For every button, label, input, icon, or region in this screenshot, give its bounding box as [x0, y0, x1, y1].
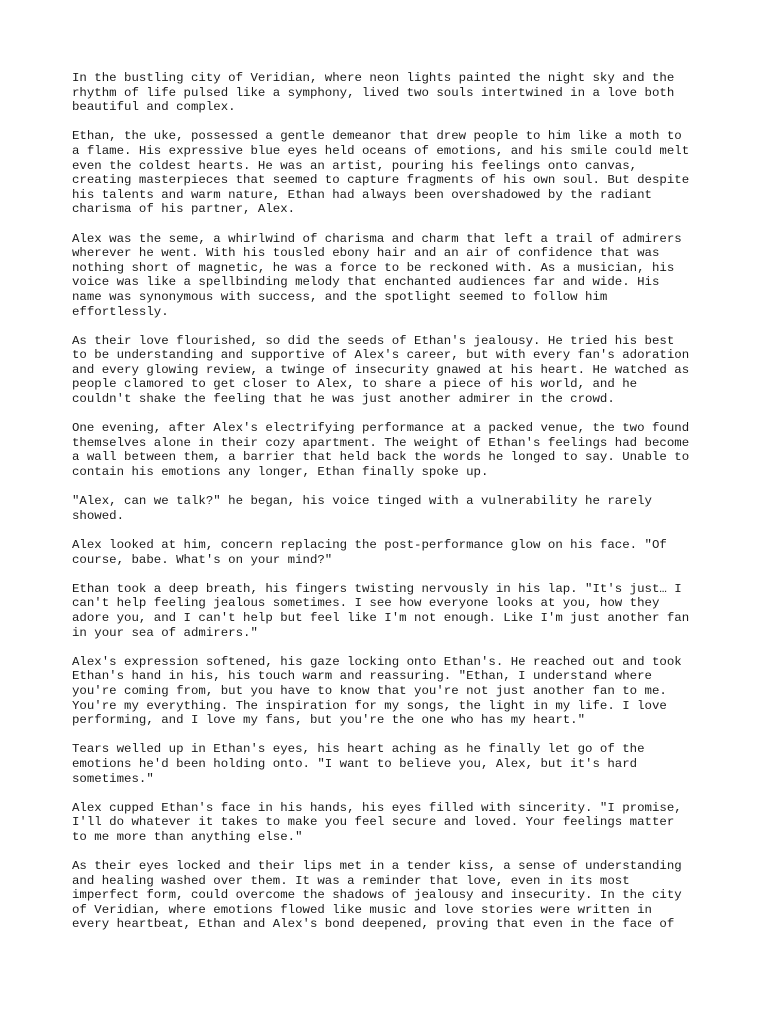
paragraph-1: In the bustling city of Veridian, where neon lights painted the night sky and the rhythm of life pulsed like a symphony, lived two souls intertwined in a love both beautiful and complex.: [72, 71, 675, 115]
paragraph-11: Alex cupped Ethan's face in his hands, his eyes filled with sincerity. "I promise, I'll do whatever it takes to make you feel secure and loved. Your feelings matter to me more than anything else.": [72, 800, 682, 844]
document-body: [72, 71, 712, 947]
paragraph-2: Ethan, the uke, possessed a gentle demeanor that drew people to him like a moth to a flame. His expressive blue eyes held oceans of emotions, and his smile could melt even the coldest hearts. He was an artist, pouring his feelings onto canvas, creating masterpieces that seemed to capture fragments of his own soul. But despite his talents and warm nature, Ethan had always been overshadowed by the radiant charisma of his partner, Alex.: [72, 129, 690, 217]
paragraph-12: As their eyes locked and their lips met in a tender kiss, a sense of understanding and healing washed over them. It was a reminder that love, even in its most imperfect form, could overcome the shadows of jealousy and insecurity. In the city of Veridian, where emotions flowed like music and love stories were written in every heartbeat, Ethan and Alex's bond deepened, proving that even in the face of: [72, 859, 682, 932]
paragraph-3: Alex was the seme, a whirlwind of charisma and charm that left a trail of admirers wherever he went. With his tousled ebony hair and an air of confidence that was nothing short of magnetic, he was a force to be reckoned with. As a musician, his voice was like a spellbinding melody that enchanted audiences far and wide. His name was synonymous with success, and the spotlight seemed to follow him effortlessly.: [72, 231, 682, 319]
paragraph-6: "Alex, can we talk?" he began, his voice tinged with a vulnerability he rarely showed.: [72, 494, 652, 523]
paragraph-10: Tears welled up in Ethan's eyes, his heart aching as he finally let go of the emotions he'd been holding onto. "I want to believe you, Alex, but it's hard sometimes.": [72, 742, 645, 786]
paragraph-4: As their love flourished, so did the seeds of Ethan's jealousy. He tried his best to be understanding and supportive of Alex's career, but with every fan's adoration and every glowing review, a twinge of insecurity gnawed at his heart. He watched as people clamored to get closer to Alex, to share a piece of his world, and he couldn't shake the feeling that he was just another admirer in the crowd.: [72, 333, 690, 407]
paragraph-5: One evening, after Alex's electrifying performance at a packed venue, the two found themselves alone in their cozy apartment. The weight of Ethan's feelings had become a wall between them, a barrier that held back the words he longed to say. Unable to contain his emotions any longer, Ethan finally spoke up.: [72, 421, 690, 480]
paragraph-7: Alex looked at him, concern replacing the post-performance glow on his face. "Of course, babe. What's on your mind?": [72, 538, 667, 567]
paragraph-8: Ethan took a deep breath, his fingers twisting nervously in his lap. "It's just… I can't help feeling jealous sometimes. I see how everyone looks at you, how they adore you, and I can't help but feel like I'm not enough. Like I'm just another fan in your sea of admirers.": [72, 581, 690, 640]
paragraph-9: Alex's expression softened, his gaze locking onto Ethan's. He reached out and took Ethan's hand in his, his touch warm and reassuring. "Ethan, I understand where you're coming from, but you have to know that you're not just another fan to me. You're my everything. The inspiration for my songs, the light in my life. I love performing, and I love my fans, but you're the one who has my heart.": [72, 654, 682, 728]
